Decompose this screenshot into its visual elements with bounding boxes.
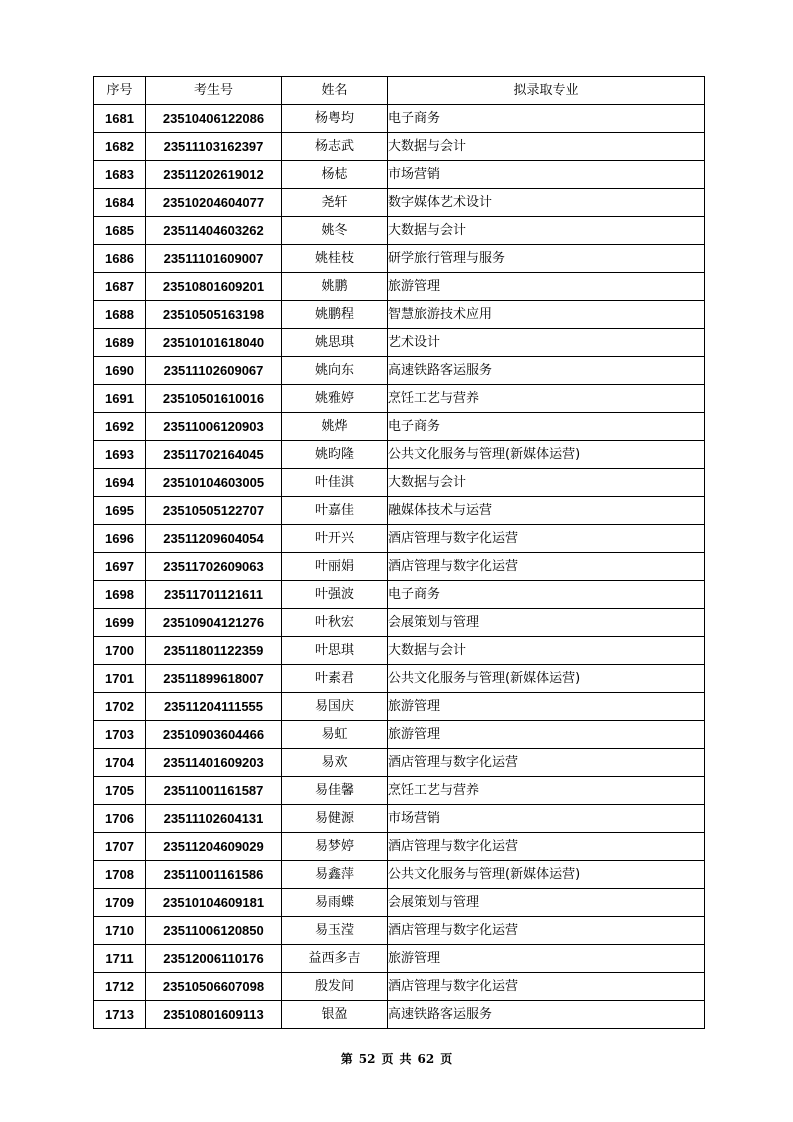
exam-id-cell: 23510204604077: [146, 189, 282, 217]
name-cell: 银盈: [282, 1001, 388, 1029]
major-cell: 公共文化服务与管理(新媒体运营): [388, 665, 705, 693]
major-cell: 旅游管理: [388, 721, 705, 749]
name-cell: 叶佳淇: [282, 469, 388, 497]
table-row: [94, 525, 705, 553]
table-row: [94, 161, 705, 189]
exam-id-cell: 23510505163198: [146, 301, 282, 329]
table-row: [94, 917, 705, 945]
exam-id-cell: 23510104609181: [146, 889, 282, 917]
row-number: 1696: [94, 525, 146, 553]
table-row: [94, 469, 705, 497]
name-cell: 叶嘉佳: [282, 497, 388, 525]
row-number: 1707: [94, 833, 146, 861]
major-cell: 高速铁路客运服务: [388, 357, 705, 385]
table-row: [94, 217, 705, 245]
major-cell: 市场营销: [388, 805, 705, 833]
exam-id-cell: 23511101609007: [146, 245, 282, 273]
exam-id-cell: 23511001161587: [146, 777, 282, 805]
major-cell: 酒店管理与数字化运营: [388, 749, 705, 777]
footer-prefix: 第: [340, 1052, 353, 1066]
name-cell: 杨粤均: [282, 105, 388, 133]
exam-id-cell: 23511202619012: [146, 161, 282, 189]
major-cell: 电子商务: [388, 581, 705, 609]
footer-page-number: 52: [358, 1052, 376, 1066]
footer-suffix: 页: [440, 1052, 453, 1066]
exam-id-cell: 23510801609113: [146, 1001, 282, 1029]
major-cell: 会展策划与管理: [388, 609, 705, 637]
major-cell: 旅游管理: [388, 945, 705, 973]
major-cell: 融媒体技术与运营: [388, 497, 705, 525]
table-row: [94, 609, 705, 637]
table-body: [94, 105, 705, 1029]
exam-id-cell: 23511209604054: [146, 525, 282, 553]
name-cell: 姚思琪: [282, 329, 388, 357]
table-row: [94, 833, 705, 861]
exam-id-cell: 23512006110176: [146, 945, 282, 973]
exam-id-cell: 23510406122086: [146, 105, 282, 133]
admission-table: [93, 76, 705, 1029]
row-number: 1681: [94, 105, 146, 133]
row-number: 1682: [94, 133, 146, 161]
name-cell: 尧轩: [282, 189, 388, 217]
major-cell: 烹饪工艺与营养: [388, 385, 705, 413]
row-number: 1690: [94, 357, 146, 385]
table-row: [94, 637, 705, 665]
major-cell: 市场营销: [388, 161, 705, 189]
name-cell: 姚桂枝: [282, 245, 388, 273]
name-cell: 叶思琪: [282, 637, 388, 665]
row-number: 1692: [94, 413, 146, 441]
row-number: 1702: [94, 693, 146, 721]
exam-id-cell: 23511204111555: [146, 693, 282, 721]
exam-id-cell: 23510904121276: [146, 609, 282, 637]
major-cell: 公共文化服务与管理(新媒体运营): [388, 861, 705, 889]
table-row: [94, 133, 705, 161]
table-row: [94, 273, 705, 301]
name-cell: 易玉滢: [282, 917, 388, 945]
exam-id-cell: 23510101618040: [146, 329, 282, 357]
table-row: [94, 385, 705, 413]
name-cell: 姚鹏程: [282, 301, 388, 329]
exam-id-cell: 23511006120903: [146, 413, 282, 441]
table-row: [94, 497, 705, 525]
table-header-row: [94, 77, 705, 105]
exam-id-cell: 23511702164045: [146, 441, 282, 469]
name-cell: 易佳馨: [282, 777, 388, 805]
name-cell: 易国庆: [282, 693, 388, 721]
header-major: 拟录取专业: [388, 77, 705, 105]
table-row: [94, 749, 705, 777]
row-number: 1709: [94, 889, 146, 917]
table-row: [94, 973, 705, 1001]
major-cell: 艺术设计: [388, 329, 705, 357]
name-cell: 益西多吉: [282, 945, 388, 973]
name-cell: 叶素君: [282, 665, 388, 693]
table-row: [94, 245, 705, 273]
row-number: 1685: [94, 217, 146, 245]
table-row: [94, 805, 705, 833]
row-number: 1683: [94, 161, 146, 189]
major-cell: 高速铁路客运服务: [388, 1001, 705, 1029]
major-cell: 大数据与会计: [388, 217, 705, 245]
table-row: [94, 1001, 705, 1029]
table-row: [94, 553, 705, 581]
exam-id-cell: 23511404603262: [146, 217, 282, 245]
row-number: 1684: [94, 189, 146, 217]
name-cell: 姚向东: [282, 357, 388, 385]
row-number: 1703: [94, 721, 146, 749]
row-number: 1712: [94, 973, 146, 1001]
name-cell: 叶强波: [282, 581, 388, 609]
header-no: 序号: [94, 77, 146, 105]
exam-id-cell: 23511401609203: [146, 749, 282, 777]
name-cell: 杨梽: [282, 161, 388, 189]
major-cell: 酒店管理与数字化运营: [388, 553, 705, 581]
exam-id-cell: 23510903604466: [146, 721, 282, 749]
name-cell: 姚烨: [282, 413, 388, 441]
row-number: 1689: [94, 329, 146, 357]
exam-id-cell: 23510104603005: [146, 469, 282, 497]
exam-id-cell: 23510501610016: [146, 385, 282, 413]
name-cell: 易健源: [282, 805, 388, 833]
name-cell: 易虹: [282, 721, 388, 749]
row-number: 1705: [94, 777, 146, 805]
table-row: [94, 301, 705, 329]
name-cell: 叶开兴: [282, 525, 388, 553]
exam-id-cell: 23511103162397: [146, 133, 282, 161]
exam-id-cell: 23511801122359: [146, 637, 282, 665]
name-cell: 殷发间: [282, 973, 388, 1001]
row-number: 1698: [94, 581, 146, 609]
footer-page-label: 页: [381, 1052, 394, 1066]
major-cell: 大数据与会计: [388, 469, 705, 497]
major-cell: 旅游管理: [388, 693, 705, 721]
name-cell: 叶丽娟: [282, 553, 388, 581]
row-number: 1711: [94, 945, 146, 973]
row-number: 1686: [94, 245, 146, 273]
table-row: [94, 105, 705, 133]
exam-id-cell: 23511702609063: [146, 553, 282, 581]
major-cell: 旅游管理: [388, 273, 705, 301]
major-cell: 数字媒体艺术设计: [388, 189, 705, 217]
major-cell: 大数据与会计: [388, 133, 705, 161]
table-row: [94, 693, 705, 721]
header-name: 姓名: [282, 77, 388, 105]
exam-id-cell: 23511899618007: [146, 665, 282, 693]
major-cell: 酒店管理与数字化运营: [388, 973, 705, 1001]
name-cell: 姚冬: [282, 217, 388, 245]
table-row: [94, 665, 705, 693]
table-row: [94, 189, 705, 217]
row-number: 1697: [94, 553, 146, 581]
table-row: [94, 889, 705, 917]
name-cell: 姚雅婷: [282, 385, 388, 413]
exam-id-cell: 23510506607098: [146, 973, 282, 1001]
major-cell: 酒店管理与数字化运营: [388, 917, 705, 945]
name-cell: 姚昀隆: [282, 441, 388, 469]
row-number: 1693: [94, 441, 146, 469]
row-number: 1713: [94, 1001, 146, 1029]
exam-id-cell: 23511701121611: [146, 581, 282, 609]
footer-total-pages: 62: [417, 1052, 435, 1066]
name-cell: 杨志武: [282, 133, 388, 161]
table-row: [94, 777, 705, 805]
name-cell: 姚鹏: [282, 273, 388, 301]
exam-id-cell: 23511102609067: [146, 357, 282, 385]
table-row: [94, 441, 705, 469]
name-cell: 易雨蝶: [282, 889, 388, 917]
header-exam-id: 考生号: [146, 77, 282, 105]
row-number: 1694: [94, 469, 146, 497]
table-row: [94, 721, 705, 749]
name-cell: 易鑫萍: [282, 861, 388, 889]
table-row: [94, 413, 705, 441]
row-number: 1699: [94, 609, 146, 637]
row-number: 1688: [94, 301, 146, 329]
major-cell: 公共文化服务与管理(新媒体运营): [388, 441, 705, 469]
name-cell: 叶秋宏: [282, 609, 388, 637]
row-number: 1691: [94, 385, 146, 413]
row-number: 1701: [94, 665, 146, 693]
major-cell: 研学旅行管理与服务: [388, 245, 705, 273]
exam-id-cell: 23510801609201: [146, 273, 282, 301]
row-number: 1710: [94, 917, 146, 945]
row-number: 1706: [94, 805, 146, 833]
table-row: [94, 357, 705, 385]
exam-id-cell: 23511001161586: [146, 861, 282, 889]
row-number: 1704: [94, 749, 146, 777]
exam-id-cell: 23510505122707: [146, 497, 282, 525]
table-row: [94, 861, 705, 889]
footer-total-label: 共: [399, 1052, 412, 1066]
page-footer: [0, 1050, 793, 1067]
exam-id-cell: 23511006120850: [146, 917, 282, 945]
major-cell: 电子商务: [388, 413, 705, 441]
table-row: [94, 329, 705, 357]
major-cell: 会展策划与管理: [388, 889, 705, 917]
major-cell: 大数据与会计: [388, 637, 705, 665]
table-row: [94, 581, 705, 609]
exam-id-cell: 23511102604131: [146, 805, 282, 833]
name-cell: 易梦婷: [282, 833, 388, 861]
major-cell: 酒店管理与数字化运营: [388, 525, 705, 553]
row-number: 1708: [94, 861, 146, 889]
major-cell: 酒店管理与数字化运营: [388, 833, 705, 861]
row-number: 1687: [94, 273, 146, 301]
name-cell: 易欢: [282, 749, 388, 777]
row-number: 1700: [94, 637, 146, 665]
table-row: [94, 945, 705, 973]
major-cell: 电子商务: [388, 105, 705, 133]
exam-id-cell: 23511204609029: [146, 833, 282, 861]
major-cell: 智慧旅游技术应用: [388, 301, 705, 329]
row-number: 1695: [94, 497, 146, 525]
major-cell: 烹饪工艺与营养: [388, 777, 705, 805]
